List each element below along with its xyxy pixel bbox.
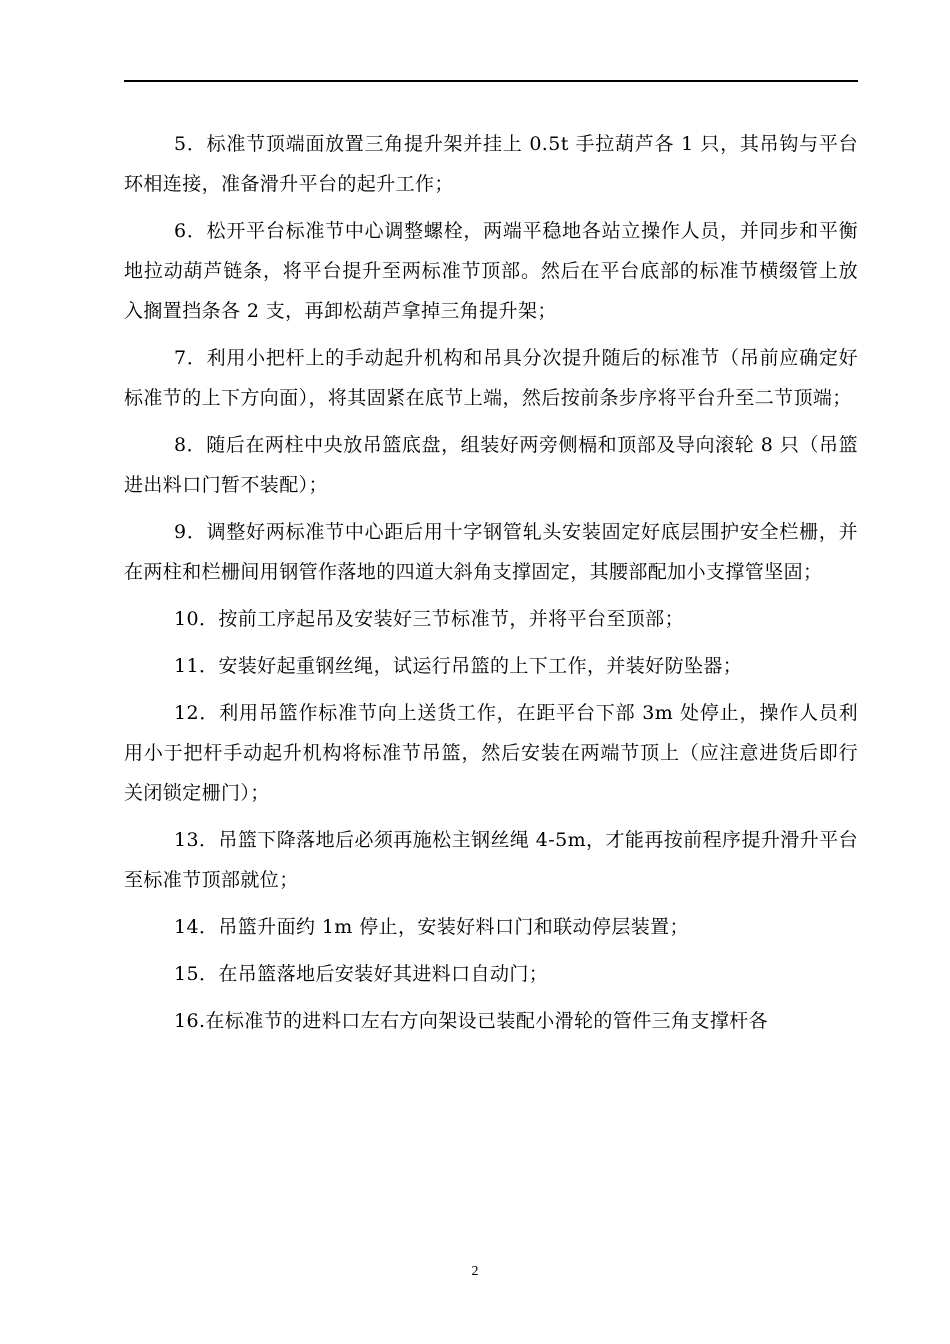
paragraph-step-13: 13．吊篮下降落地后必须再施松主钢丝绳 4-5m，才能再按前程序提升滑升平台至标准节顶部就位； [124,829,858,891]
paragraph-step-8: 8．随后在两柱中央放吊篮底盘，组装好两旁侧槅和顶部及导向滚轮 8 只（吊篮进出料口门暂不装配）； [124,434,858,496]
header-rule [124,80,858,82]
paragraph-step-9: 9．调整好两标准节中心距后用十字钢管轧头安装固定好底层围护安全栏栅，并在两柱和栏栅间用钢管作落地的四道大斜角支撑固定，其腰部配加小支撑管坚固； [124,521,858,583]
paragraph-step-16: 16.在标准节的进料口左右方向架设已装配小滑轮的管件三角支撑杆各 [174,1010,769,1032]
paragraph-step-5: 5．标准节顶端面放置三角提升架并挂上 0.5t 手拉葫芦各 1 只，其吊钩与平台环相连接，准备滑升平台的起升工作； [124,133,858,195]
paragraph-step-7: 7．利用小把杆上的手动起升机构和吊具分次提升随后的标准节（吊前应确定好标准节的上下方向面），将其固紧在底节上端，然后按前条步序将平台升至二节顶端； [124,347,858,409]
page-number: 2 [471,1264,479,1279]
paragraph-step-15: 15．在吊篮落地后安装好其进料口自动门； [174,963,549,985]
paragraph-step-12: 12．利用吊篮作标准节向上送货工作，在距平台下部 3m 处停止，操作人员利用小于把杆手动起升机构将标准节吊篮，然后安装在两端节顶上（应注意进货后即行关闭锁定栅门）； [124,702,858,804]
paragraph-step-14: 14．吊篮升面约 1m 停止，安装好料口门和联动停层装置； [174,916,689,938]
paragraph-step-6: 6．松开平台标准节中心调整螺栓，两端平稳地各站立操作人员，并同步和平衡地拉动葫芦链条，将平台提升至两标准节顶部。然后在平台底部的标准节横缀管上放入搁置挡条各 2 支，再卸松葫芦拿掉三角提升架； [124,220,858,322]
paragraph-step-10: 10．按前工序起吊及安装好三节标准节，并将平台至顶部； [174,608,684,630]
document-body [124,124,858,1048]
paragraph-step-11: 11．安装好起重钢丝绳，试运行吊篮的上下工作，并装好防坠器； [174,655,743,677]
